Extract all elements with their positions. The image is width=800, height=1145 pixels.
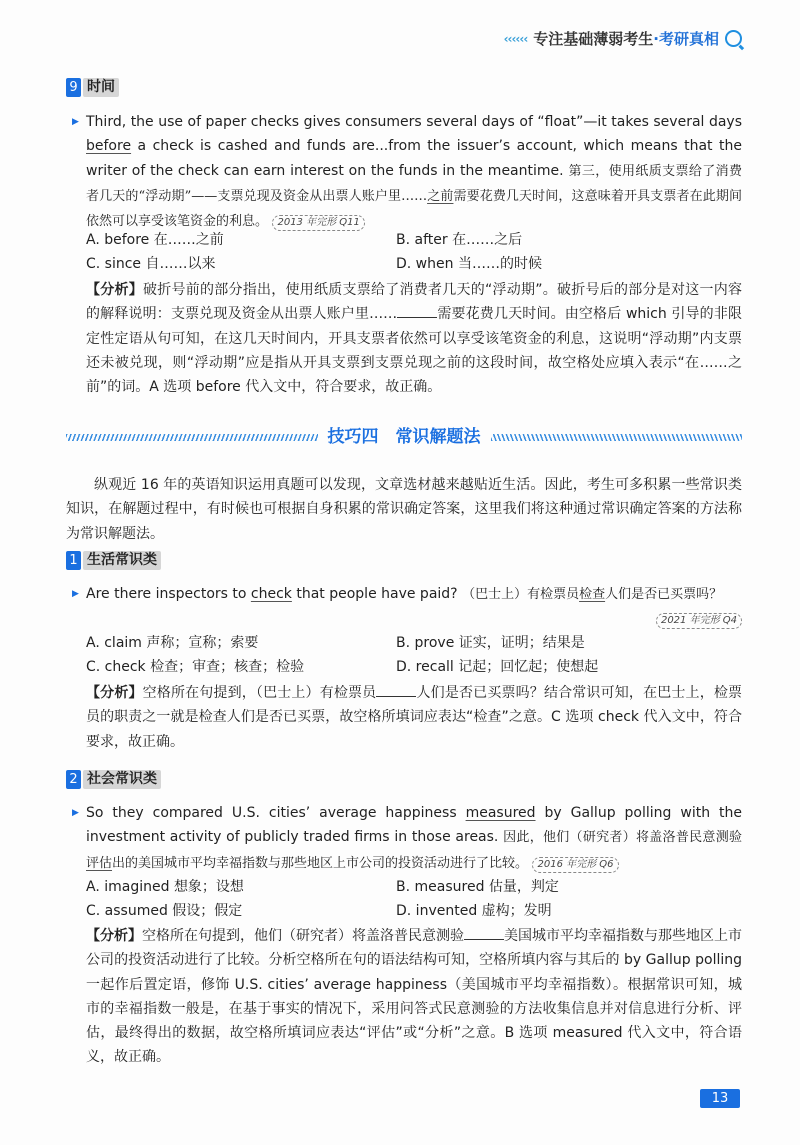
- hatch-decoration: [66, 434, 318, 441]
- underlined-translation: 之前: [427, 188, 454, 204]
- source-tag: 2021 年完形 Q4: [656, 613, 742, 629]
- analysis-text: 空格所在句提到，他们（研究者）将盖洛普民意测验: [142, 928, 464, 944]
- sentence-text: a check is cashed and funds are...from the issuer’s account, which means that the writer of the check can earn interest on the funds in the meantime.: [86, 138, 742, 179]
- answer-blank: [464, 925, 504, 940]
- translation-text: 人们是否已买票吗？: [605, 587, 723, 602]
- subheading-life-knowledge: [66, 551, 161, 570]
- example-sentence: [72, 582, 742, 632]
- option-a: A. before 在……之前: [86, 232, 224, 248]
- subheading-label: 社会常识类: [83, 770, 161, 789]
- intro-paragraph: 纵观近 16 年的英语知识运用真题可以发现，文章选材越来越贴近生活。因此，考生可多积累一些常识类知识，在解题过程中，有时候也可根据自身积累的常识确定答案，这里我们将这种通过常识确定答案的方法称为常识解题法。: [66, 477, 742, 542]
- page-number: 13: [700, 1089, 740, 1108]
- option-c: C. assumed 假设；假定: [86, 903, 243, 920]
- section-heading: [66, 425, 742, 449]
- translation-text: 需要花费几天时间，这意味着开具支票者在此期间依然可以享受该笔资金的利息。: [86, 188, 742, 230]
- analysis-label: 【分析】: [86, 928, 142, 944]
- arrows-icon: ‹‹‹‹‹‹: [503, 31, 528, 46]
- header-text: 专注基础薄弱考生: [533, 30, 654, 48]
- running-header: [504, 28, 742, 49]
- option-d: D. recall 记起；回忆起；使想起: [396, 659, 599, 676]
- subheading-number: 9: [66, 78, 81, 97]
- options: [86, 875, 742, 924]
- answer-blank: [376, 682, 416, 697]
- analysis-text: 美国城市平均幸福指数与那些地区上市公司的投资活动进行了比较。分析空格所在句的语法结构可知，空格所填内容与其后的 by Gallup polling 一起作后置定语，修饰 U.S. cities’ average happiness（美国城市平均幸福指数）。根据常识可知，城市的幸福指数一般是，在基于事实的情况下，采用问答式民意测验的方法收集信息并对信息进行分析、评估，最终得出的数据，故空格所填词应表达“评估”或“分析”之意。B 选项 measured 代入文中，符合语义，故正确。: [86, 928, 742, 1066]
- analysis-text: 破折号前的部分指出，使用纸质支票给了消费者几天的“浮动期”。破折号后的部分是对这一内容的解释说明：支票兑现及资金从出票人账户里……: [86, 282, 742, 323]
- underlined-word: check: [250, 586, 292, 602]
- option-d: D. when 当……的时候: [396, 256, 542, 273]
- underlined-word: before: [86, 138, 132, 155]
- example-sentence: [72, 801, 742, 876]
- analysis-text: 空格所在句提到，（巴士上）有检票员: [142, 685, 377, 701]
- triangle-bullet-icon: ▶: [72, 589, 79, 599]
- analysis-text: 人们是否已买票吗？结合常识可知，在巴士上，检票员的职责之一就是检查人们是否已买票，故空格所填词应表达“检查”之意。C 选项 check 代入文中，符合要求，故正确。: [86, 685, 743, 750]
- subheading-label: 生活常识类: [83, 551, 161, 570]
- subheading-label: 时间: [83, 78, 119, 97]
- translation-text: （巴士上）有检票员: [462, 587, 580, 602]
- option-a: A. claim 声称；宣称；索要: [86, 635, 259, 651]
- options: [86, 228, 742, 277]
- example-sentence: [72, 110, 742, 234]
- option-b: B. after 在……之后: [396, 232, 523, 248]
- option-b: B. measured 估量，判定: [396, 879, 559, 895]
- hatch-decoration: [491, 434, 743, 441]
- section-title: 技巧四 常识解题法: [327, 427, 481, 447]
- subheading-social-knowledge: [66, 770, 161, 789]
- underlined-word: measured: [465, 805, 536, 821]
- analysis-label: 【分析】: [86, 282, 143, 298]
- header-dot: ·: [653, 29, 659, 48]
- option-c: C. check 检查；审查；核查；检验: [86, 659, 305, 676]
- triangle-bullet-icon: ▶: [72, 808, 79, 818]
- underlined-translation: 检查: [579, 587, 606, 602]
- translation-text: 因此，他们（研究者）将盖洛普民意测验: [503, 830, 742, 846]
- analysis: [86, 681, 742, 754]
- sentence-text: Third, the use of paper checks gives consumers several days of “float”—it takes several days: [86, 114, 742, 130]
- analysis-label: 【分析】: [86, 685, 143, 701]
- magnifier-q-icon: [725, 30, 742, 47]
- analysis: [86, 278, 742, 399]
- translation-text: 出的美国城市平均幸福指数与那些地区上市公司的投资活动进行了比较。: [112, 855, 529, 871]
- option-b: B. prove 证实，证明；结果是: [396, 635, 585, 651]
- subheading-number: 1: [66, 551, 81, 570]
- underlined-translation: 评估: [86, 855, 113, 871]
- analysis: [86, 924, 742, 1070]
- sentence-text: that people have paid?: [291, 586, 463, 602]
- subheading-time: [66, 78, 119, 97]
- option-d: D. invented 虚构；发明: [396, 903, 552, 920]
- sentence-text: Are there inspectors to: [86, 586, 251, 602]
- triangle-bullet-icon: ▶: [72, 117, 79, 127]
- source-tag: 2013 年完形 Q11: [272, 215, 364, 231]
- sentence-text: by Gallup polling with the investment activity of publicly traded firms in those areas.: [86, 805, 742, 846]
- source-tag: 2016 年完形 Q6: [532, 857, 618, 873]
- subheading-number: 2: [66, 770, 81, 789]
- analysis-text: 需要花费几天时间。由空格后 which 引导的非限定性定语从句可知，在这几天时间内，开具支票者依然可以享受该笔资金的利息，这说明“浮动期”内支票还未被兑现，则“浮动期”应是指从开具支票到支票兑现之前的这段时间，故空格处应填入表示“在……之前”的词。A 选项 before 代入文中，符合要求，故正确。: [86, 306, 742, 396]
- option-c: C. since 自……以来: [86, 256, 216, 273]
- option-a: A. imagined 想象；设想: [86, 879, 244, 895]
- header-highlight: 考研真相: [658, 30, 719, 48]
- translation-text: 第三，使用纸质支票给了消费者几天的“浮动期”——支票兑现及资金从出票人账户里……: [86, 163, 742, 204]
- sentence-text: So they compared U.S. cities’ average happiness: [86, 805, 466, 821]
- answer-blank: [397, 303, 437, 318]
- options: [86, 631, 742, 680]
